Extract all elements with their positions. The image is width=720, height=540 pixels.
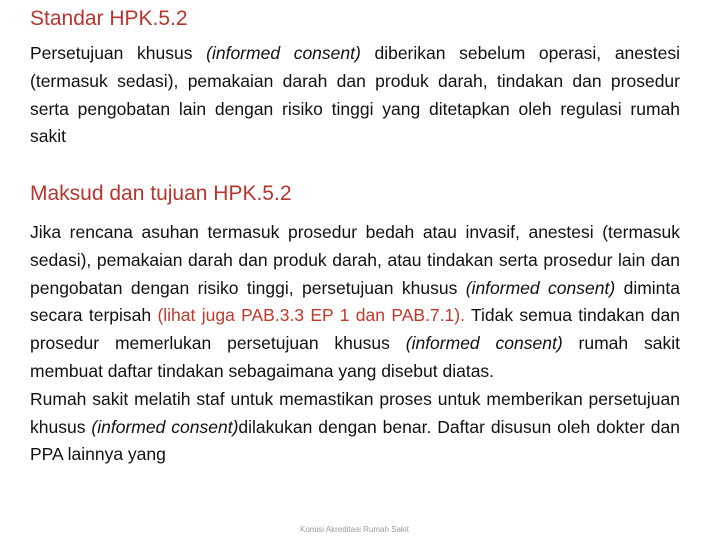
- standard-text-part: Persetujuan khusus: [30, 43, 207, 63]
- training-text-part: dilakukan dengan benar. Daftar disusun oleh dokter dan PPA lainnya yang: [30, 416, 680, 465]
- purpose-description: [30, 219, 680, 469]
- informed-consent-term: (informed consent): [465, 277, 616, 298]
- standard-description: [30, 40, 680, 151]
- informed-consent-term: (informed consent): [91, 416, 239, 437]
- informed-consent-term: (informed consent): [405, 333, 563, 354]
- purpose-text-part: diminta secara terpisah: [30, 277, 681, 326]
- purpose-title: Maksud dan tujuan HPK.5.2: [30, 182, 292, 205]
- standard-text-part: diberikan sebelum operasi, anestesi (termasuk sedasi), pemakaian darah dan produk darah, tindakan dan prosedur serta pengobatan lain dengan risiko tinggi yang ditetapkan oleh regulasi rumah sakit: [30, 43, 680, 147]
- informed-consent-term: (informed consent): [206, 43, 361, 63]
- purpose-text-part: Tidak semua tindakan dan prosedur memerlukan persetujuan khusus: [30, 305, 680, 354]
- purpose-text-part: Jika rencana asuhan termasuk prosedur bedah atau invasif, anestesi (termasuk sedasi), pemakaian darah dan produk darah, atau tindakan serta prosedur lain dan pengobatan dengan risiko tinggi, persetujuan khusus: [30, 222, 680, 298]
- standard-title: Standar HPK.5.2: [30, 7, 188, 30]
- footer-watermark: Komisi Akreditasi Rumah Sakit: [300, 525, 409, 534]
- purpose-text-part: rumah sakit membuat daftar tindakan sebagaimana yang disebut diatas.: [30, 333, 680, 381]
- reference-link: (lihat juga PAB.3.3 EP 1 dan PAB.7.1).: [157, 305, 465, 326]
- training-text-part: Rumah sakit melatih staf untuk memastikan proses untuk memberikan persetujuan khusus: [30, 388, 680, 437]
